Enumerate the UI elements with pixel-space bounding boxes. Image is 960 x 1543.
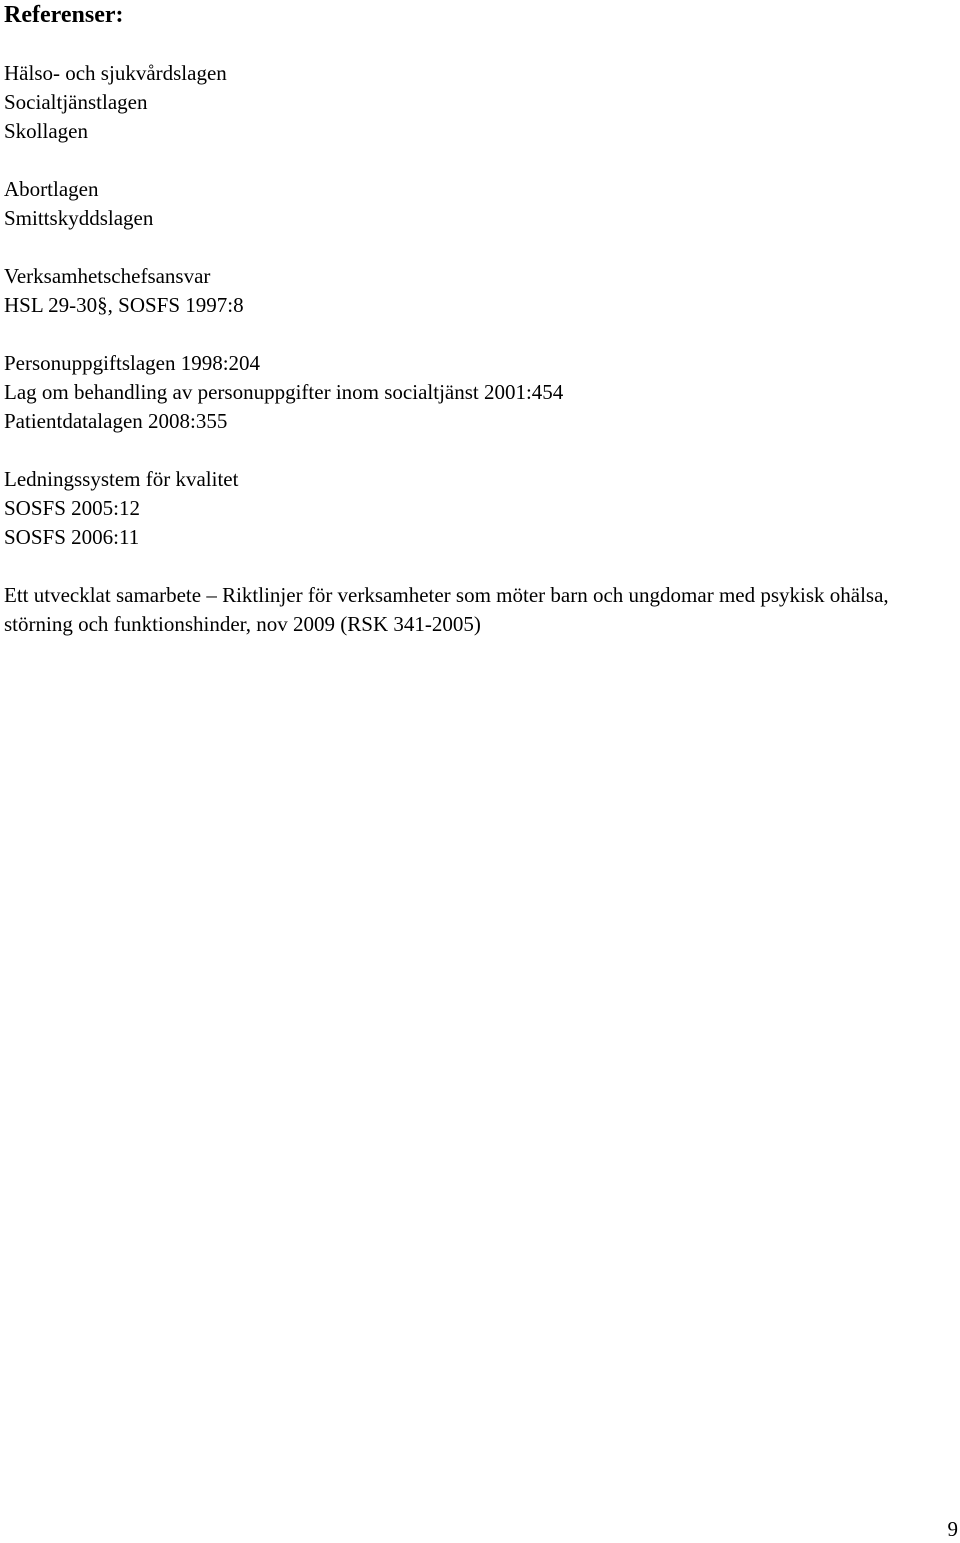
reference-group-healthcare-laws (4, 59, 954, 146)
reference-item: Socialtjänstlagen (4, 90, 148, 114)
reference-group-management-responsibility (4, 262, 954, 320)
reference-group-quality-systems (4, 465, 954, 552)
reference-item: Personuppgiftslagen 1998:204 (4, 351, 261, 375)
reference-item: Verksamhetschefsansvar (4, 264, 211, 288)
reference-group-abortion-infection (4, 175, 954, 233)
reference-item: Skollagen (4, 119, 88, 143)
page-heading: Referenser: (4, 2, 124, 28)
reference-item: Abortlagen (4, 177, 99, 201)
reference-item: Ledningssystem för kvalitet (4, 467, 239, 491)
reference-item: HSL 29-30§, SOSFS 1997:8 (4, 293, 244, 317)
reference-item: Smittskyddslagen (4, 206, 154, 230)
reference-item: Patientdatalagen 2008:355 (4, 409, 228, 433)
reference-item: SOSFS 2005:12 (4, 496, 140, 520)
reference-list (4, 59, 954, 668)
reference-group-guidelines (4, 581, 954, 639)
reference-group-personal-data (4, 349, 954, 436)
reference-item: Lag om behandling av personuppgifter inom socialtjänst 2001:454 (4, 380, 564, 404)
page-number: 9 (947, 1517, 958, 1541)
reference-item: Hälso- och sjukvårdslagen (4, 61, 227, 85)
reference-item: SOSFS 2006:11 (4, 525, 140, 549)
reference-item: Ett utvecklat samarbete – Riktlinjer för verksamheter som möter barn och ungdomar med psykisk ohälsa, störning och funktionshinder, nov 2009 (RSK 341-2005) (4, 583, 889, 636)
